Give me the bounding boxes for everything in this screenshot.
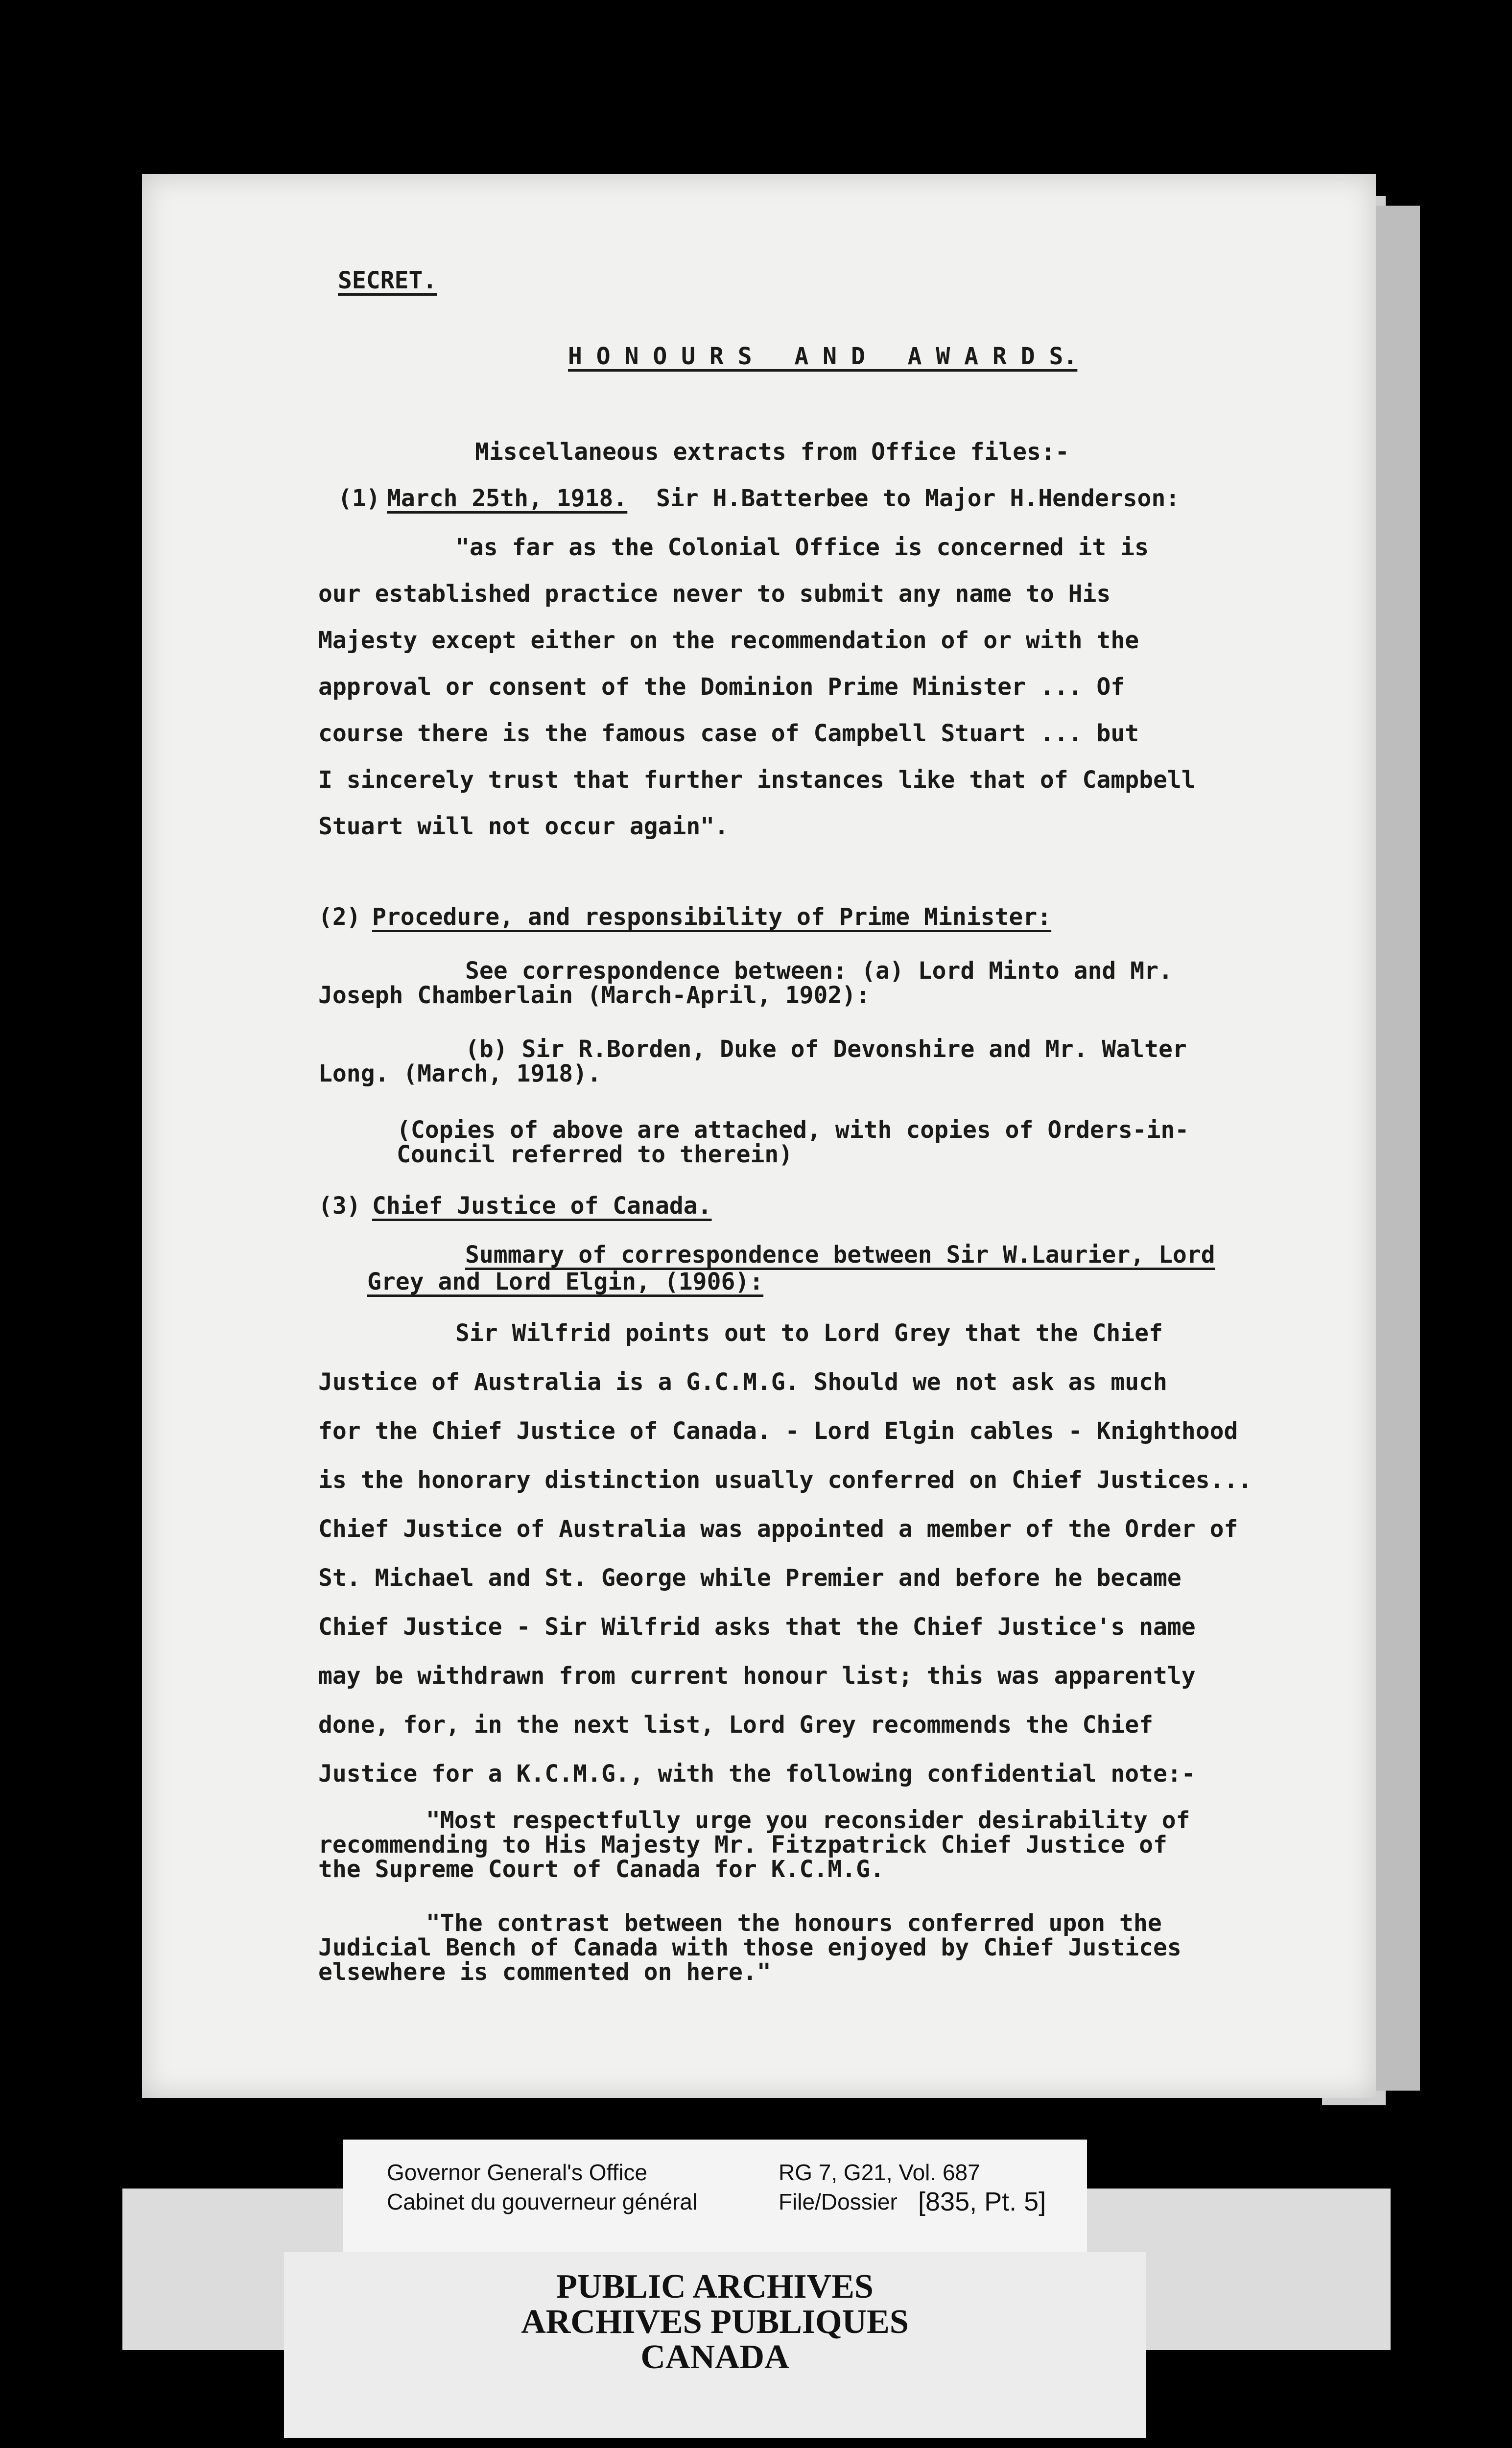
item2-line: (Copies of above are attached, with copies of Orders-in- [397,1116,1189,1144]
page-title: H O N O U R S A N D A W A R D S. [568,343,1078,370]
note1-line: the Supreme Court of Canada for K.C.M.G. [318,1856,884,1883]
file-number-box [918,2187,1046,2217]
note1-line: recommending to His Majesty Mr. Fitzpatrick Chief Justice of [318,1831,1167,1859]
item3-body-line: Justice for a K.C.M.G., with the following confidential note:- [318,1760,1196,1788]
item3-body-line: St. Michael and St. George while Premier and before he became [318,1564,1181,1592]
note1-line: "Most respectfully urge you reconsider desirability of [426,1807,1190,1834]
item2-line: See correspondence between: (a) Lord Minto and Mr. [465,957,1173,985]
note2-line: "The contrast between the honours conferred upon the [426,1909,1162,1937]
page-curl [1376,206,1420,2091]
file-number: 835, Pt. 5 [925,2187,1039,2216]
item3-body-line: may be withdrawn from current honour list; this was apparently [318,1662,1196,1690]
classification-mark: SECRET. [338,267,437,294]
item3-body-line: is the honorary distinction usually conferred on Chief Justices... [318,1466,1252,1494]
item3-number: (3) [318,1192,361,1220]
document-text [142,174,1376,2098]
item3-body-line: Chief Justice - Sir Wilfrid asks that the Chief Justice's name [318,1613,1196,1641]
document-page [142,174,1376,2098]
archive-stamp-text [284,2269,1146,2375]
note2-line: Judicial Bench of Canada with those enjoyed by Chief Justices [318,1934,1181,1961]
bracket-right-icon: ] [1039,2187,1046,2216]
item3-summary-line: Grey and Lord Elgin, (1906): [367,1268,764,1295]
item3-heading: Chief Justice of Canada. [372,1192,712,1220]
office-english: Governor General's Office [387,2160,648,2185]
item3-body-line: Sir Wilfrid points out to Lord Grey that the Chief [455,1319,1163,1347]
item1-quote-line: "as far as the Colonial Office is concerned it is [455,534,1149,561]
item3-summary-line: Summary of correspondence between Sir W.Laurier, Lord [465,1241,1215,1269]
item2-heading: Procedure, and responsibility of Prime Minister: [372,903,1052,931]
stamp-line-2: ARCHIVES PUBLIQUES [521,2303,909,2341]
item3-body-line: Justice of Australia is a G.C.M.G. Should we not ask as much [318,1368,1167,1396]
item3-body-line: Chief Justice of Australia was appointed a member of the Order of [318,1515,1238,1543]
item2-number: (2) [318,903,361,931]
item1-quote-line: our established practice never to submit any name to His [318,580,1111,608]
item1-date: March 25th, 1918. [387,485,628,512]
bracket-left-icon: [ [918,2187,926,2216]
intro-line: Miscellaneous extracts from Office files:- [475,438,1069,466]
stamp-line-1: PUBLIC ARCHIVES [556,2268,874,2306]
item1-quote-line: I sincerely trust that further instances like that of Campbell [318,766,1196,794]
archive-label [343,2140,1087,2267]
item1-from-to: Sir H.Batterbee to Major H.Henderson: [656,485,1180,512]
item2-line: Joseph Chamberlain (March-April, 1902): [318,982,871,1009]
item1-quote-line: Stuart will not occur again". [318,813,729,840]
item1-number: (1) [338,485,380,512]
item3-body-line: done, for, in the next list, Lord Grey recommends the Chief [318,1711,1154,1739]
item1-quote-line: course there is the famous case of Campbell Stuart ... but [318,720,1139,747]
note2-line: elsewhere is commented on here." [318,1958,771,1986]
item2-line: Long. (March, 1918). [318,1060,601,1087]
item1-quote-line: Majesty except either on the recommendation of or with the [318,627,1139,654]
item1-quote-line: approval or consent of the Dominion Prime Minister ... Of [318,673,1125,701]
item2-line: (b) Sir R.Borden, Duke of Devonshire and Mr. Walter [465,1036,1187,1063]
item2-line: Council referred to therein) [397,1141,793,1168]
office-french: Cabinet du gouverneur général [387,2189,698,2214]
item3-body-line: for the Chief Justice of Canada. - Lord Elgin cables - Knighthood [318,1417,1238,1445]
stamp-line-3: CANADA [640,2338,789,2376]
file-label: File/Dossier [779,2189,898,2214]
archive-reference: RG 7, G21, Vol. 687 [779,2160,980,2185]
